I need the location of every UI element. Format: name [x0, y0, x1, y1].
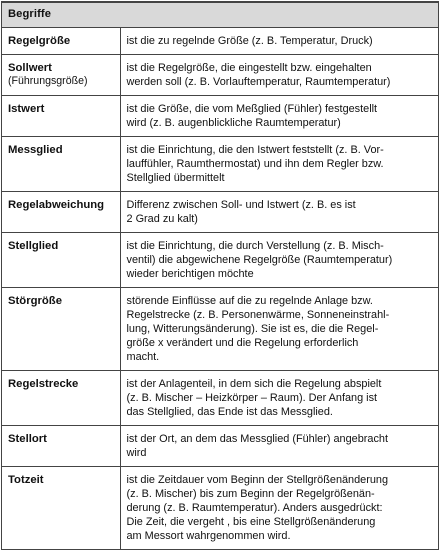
definition-cell [120, 96, 438, 137]
definition-line: ist die Einrichtung, die den Istwert feststellt (z. B. Vor- [126, 144, 384, 156]
definition-line: ist die Regelgröße, die eingestellt bzw. eingehalten [126, 62, 372, 74]
table-row [2, 233, 438, 288]
definition-line: werden soll (z. B. Vorlauftemperatur, Raumtemperatur) [126, 76, 391, 88]
term-cell [2, 192, 120, 233]
definition-line: wird (z. B. augenblickliche Raumtemperatur) [126, 117, 341, 129]
definition-cell [120, 371, 438, 426]
definition-line: ist der Anlagenteil, in dem sich die Regelung abspielt [126, 378, 382, 390]
definition-line: wird [126, 447, 147, 459]
definition-line: ventil) die abgewichene Regelgröße (Raumtemperatur) [126, 254, 393, 266]
terms-table-container [1, 1, 439, 550]
definition-line: wieder berichtigen möchte [126, 268, 254, 280]
term-name: Totzeit [8, 474, 44, 486]
term-cell [2, 28, 120, 55]
term-name: Regelgröße [8, 35, 71, 47]
definition-line: Stellglied übermittelt [126, 172, 225, 184]
term-name: Sollwert [8, 62, 52, 74]
table-row [2, 467, 438, 550]
definition-line: Regelstrecke (z. B. Personenwärme, Sonneneinstrahl- [126, 309, 390, 321]
definition-line: (z. B. Mischer) bis zum Beginn der Regelgrößenän- [126, 488, 375, 500]
term-name: Störgröße [8, 295, 62, 307]
definition-line: Differenz zwischen Soll- und Istwert (z. B. es ist [126, 199, 356, 211]
definition-line: 2 Grad zu kalt) [126, 213, 198, 225]
term-name: Istwert [8, 103, 45, 115]
definition-cell [120, 426, 438, 467]
term-subtitle: (Führungsgröße) [8, 75, 88, 87]
term-cell [2, 55, 120, 96]
term-cell [2, 137, 120, 192]
definition-cell [120, 137, 438, 192]
definition-line: ist die zu regelnde Größe (z. B. Temperatur, Druck) [126, 35, 373, 47]
term-cell [2, 233, 120, 288]
term-name: Messglied [8, 144, 63, 156]
definition-line: das Stellglied, das Ende ist das Messglied. [126, 406, 333, 418]
definition-line: ist die Größe, die vom Meßglied (Fühler) festgestellt [126, 103, 378, 115]
definition-line: lauffühler, Raumthermostat) und ihn dem Regler bzw. [126, 158, 384, 170]
term-cell [2, 288, 120, 371]
definition-cell [120, 233, 438, 288]
table-header: Begriffe [2, 3, 438, 28]
definition-line: derung (z. B. Raumtemperatur). Anders ausgedrückt: [126, 502, 383, 514]
definition-line: ist der Ort, an dem das Messglied (Fühler) angebracht [126, 433, 388, 445]
definition-cell [120, 28, 438, 55]
terms-table [2, 2, 438, 549]
definition-cell [120, 467, 438, 550]
definition-line: ist die Einrichtung, die durch Verstellung (z. B. Misch- [126, 240, 384, 252]
table-row [2, 426, 438, 467]
term-name: Regelabweichung [8, 199, 105, 211]
term-cell [2, 426, 120, 467]
term-name: Regelstrecke [8, 378, 79, 390]
definition-line: Die Zeit, die vergeht , bis eine Stellgrößenänderung [126, 516, 376, 528]
definition-line: störende Einflüsse auf die zu regelnde Anlage bzw. [126, 295, 373, 307]
table-row [2, 137, 438, 192]
definition-line: größe x verändert und die Regelung erforderlich [126, 337, 359, 349]
term-cell [2, 371, 120, 426]
definition-line: (z. B. Mischer – Heizkörper – Raum). Der Anfang ist [126, 392, 378, 404]
definition-cell [120, 288, 438, 371]
term-name: Stellort [8, 433, 47, 445]
table-row [2, 55, 438, 96]
table-row [2, 371, 438, 426]
table-row [2, 192, 438, 233]
definition-line: macht. [126, 351, 160, 363]
term-name: Stellglied [8, 240, 59, 252]
table-header-row [2, 3, 438, 28]
definition-line: am Messort wahrgenommen wird. [126, 530, 291, 542]
table-row [2, 96, 438, 137]
definition-line: ist die Zeitdauer vom Beginn der Stellgrößenänderung [126, 474, 389, 486]
definition-cell [120, 192, 438, 233]
term-cell [2, 467, 120, 550]
definition-line: lung, Witterungsänderung). Sie ist es, die die Regel- [126, 323, 379, 335]
term-cell [2, 96, 120, 137]
definition-cell [120, 55, 438, 96]
table-row [2, 288, 438, 371]
table-row [2, 28, 438, 55]
